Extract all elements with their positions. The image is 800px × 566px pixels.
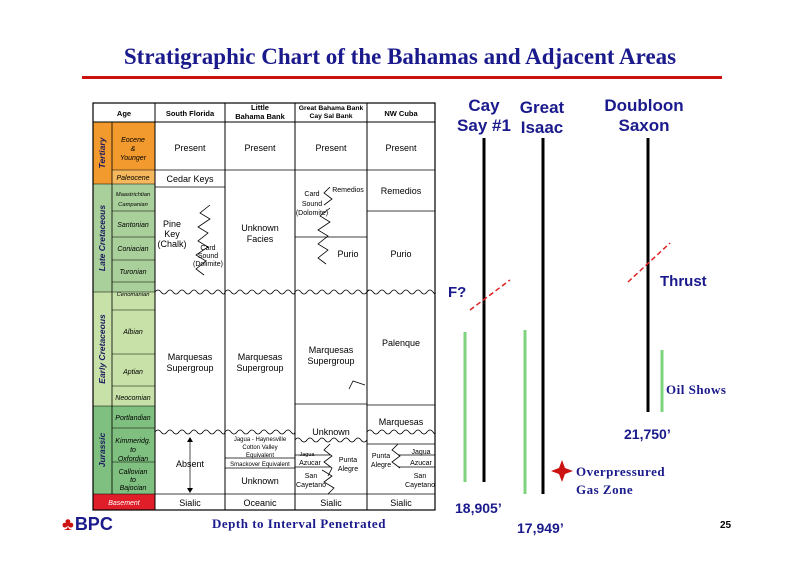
svg-text:Punta: Punta [338, 457, 358, 464]
slide-title: Stratigraphic Chart of the Bahamas and Adjacent Areas [123, 44, 677, 69]
svg-text:Smackover Equivalent: Smackover Equivalent [230, 462, 290, 468]
svg-text:Albian: Albian [123, 329, 143, 336]
svg-text:Unknown: Unknown [241, 223, 279, 233]
page-number: 25 [720, 520, 732, 531]
period-early-cretaceous: Early Cretaceous [97, 314, 107, 384]
svg-text:Equivalent: Equivalent [245, 453, 275, 459]
well-name-doubloon-saxon: Doubloon Saxon [604, 96, 684, 135]
bpc-logo: ♣BPC [62, 514, 113, 534]
overpressured-star-icon [551, 460, 573, 482]
svg-text:Purio: Purio [337, 249, 359, 259]
overpressured-gas-zone-label: Overpressured Gas Zone [576, 464, 666, 497]
svg-text:Basement: Basement [108, 500, 140, 507]
period-tertiary: Tertiary [97, 137, 107, 169]
fault-question-label: F? [448, 284, 467, 301]
svg-text:Neocomian: Neocomian [115, 395, 151, 402]
svg-text:Card: Card [304, 191, 320, 198]
depth-caption: Depth to Interval Penetrated [212, 516, 386, 531]
svg-text:(Chalk): (Chalk) [157, 239, 187, 249]
svg-text:to: to [130, 447, 136, 454]
svg-text:Azucar: Azucar [410, 460, 432, 467]
svg-text:Sound: Sound [197, 253, 219, 260]
svg-text:Sialic: Sialic [179, 498, 201, 508]
svg-text:Purio: Purio [390, 249, 412, 259]
svg-text:Present: Present [174, 143, 206, 153]
svg-text:Callovian: Callovian [118, 469, 148, 476]
svg-text:Aptian: Aptian [123, 369, 143, 376]
svg-text:Supergroup: Supergroup [236, 363, 284, 373]
well-name-great-isaac: Great Isaac [519, 98, 565, 137]
club-icon: ♣ [62, 514, 74, 534]
header-nw-cuba: NW Cuba [384, 109, 418, 118]
svg-text:Bajocian: Bajocian [119, 485, 147, 492]
svg-text:Younger: Younger [119, 155, 147, 162]
header-age: Age [116, 109, 132, 118]
svg-text:Santonian: Santonian [117, 222, 149, 229]
svg-text:Jagua - Haynesville: Jagua - Haynesville [233, 437, 287, 443]
svg-text:Palenque: Palenque [381, 338, 421, 348]
svg-text:Remedios: Remedios [332, 187, 364, 194]
svg-text:to: to [130, 477, 136, 484]
svg-text:Present: Present [315, 143, 347, 153]
svg-text:Cotton Valley: Cotton Valley [242, 445, 278, 451]
svg-text:Alegre: Alegre [370, 462, 392, 469]
svg-text:San: San [413, 473, 427, 480]
svg-text:(Dolomite): (Dolomite) [295, 210, 329, 217]
svg-text:Kimmeridg.: Kimmeridg. [115, 438, 151, 445]
svg-text:Unknown: Unknown [241, 476, 279, 486]
svg-text:Sound: Sound [301, 201, 323, 208]
svg-text:Facies: Facies [246, 234, 274, 244]
svg-text:Coniacian: Coniacian [117, 246, 149, 253]
svg-text:Turonian: Turonian [119, 269, 147, 276]
svg-text:Present: Present [385, 143, 417, 153]
svg-text:Azucar: Azucar [299, 460, 321, 467]
svg-text:Alegre: Alegre [337, 466, 359, 473]
svg-text:Cedar Keys: Cedar Keys [166, 174, 214, 184]
svg-text:Jagua: Jagua [411, 449, 431, 456]
depth-cay-say: 18,905’ [455, 500, 502, 516]
header-little-bahama: Little [251, 103, 269, 112]
depth-great-isaac: 17,949’ [517, 520, 564, 536]
svg-text:&: & [130, 146, 136, 153]
svg-text:Cayetano: Cayetano [296, 482, 326, 489]
svg-text:Pine: Pine [162, 219, 182, 229]
header-south-florida: South Florida [165, 109, 215, 118]
svg-text:Eocene: Eocene [121, 137, 145, 144]
svg-text:(Dolimite): (Dolimite) [193, 261, 223, 268]
svg-text:Absent: Absent [175, 459, 205, 469]
svg-text:Marquesas: Marquesas [308, 345, 354, 355]
svg-text:Sialic: Sialic [390, 498, 412, 508]
svg-text:Maastrichtian: Maastrichtian [115, 192, 151, 198]
svg-text:Jagua: Jagua [299, 452, 315, 458]
svg-text:Sialic: Sialic [320, 498, 342, 508]
well-name-cay-say: Cay Say #1 [457, 96, 511, 135]
thrust-label: Thrust [660, 273, 707, 290]
svg-text:Cenomanian: Cenomanian [116, 292, 150, 298]
svg-text:Marquesas: Marquesas [237, 352, 283, 362]
svg-text:Supergroup: Supergroup [166, 363, 214, 373]
svg-text:Punta: Punta [371, 453, 391, 460]
svg-text:Paleocene: Paleocene [116, 175, 150, 182]
svg-text:Campanian: Campanian [118, 202, 148, 208]
svg-text:Marquesas: Marquesas [167, 352, 213, 362]
svg-text:Remedios: Remedios [380, 186, 422, 196]
svg-text:Key: Key [164, 229, 180, 239]
svg-text:Marquesas: Marquesas [378, 417, 424, 427]
period-jurassic: Jurassic [97, 432, 107, 468]
svg-text:Present: Present [244, 143, 276, 153]
svg-text:Cay Sal Bank: Cay Sal Bank [309, 113, 353, 120]
svg-text:Unknown: Unknown [312, 427, 350, 437]
header-great-bahama: Great Bahama Bank [298, 105, 364, 112]
svg-text:Supergroup: Supergroup [307, 356, 355, 366]
oil-shows-label: Oil Shows [666, 382, 727, 397]
svg-text:Oceanic: Oceanic [243, 498, 277, 508]
svg-text:Cayetano: Cayetano [405, 482, 435, 489]
svg-text:Card: Card [200, 245, 216, 252]
fault-line [470, 280, 510, 310]
svg-text:Portlandian: Portlandian [115, 415, 151, 422]
period-late-cretaceous: Late Cretaceous [97, 204, 107, 272]
svg-text:Bahama Bank: Bahama Bank [235, 112, 285, 121]
svg-text:San: San [304, 473, 318, 480]
depth-doubloon-saxon: 21,750’ [624, 426, 671, 442]
svg-text:Oxfordian: Oxfordian [117, 456, 149, 463]
